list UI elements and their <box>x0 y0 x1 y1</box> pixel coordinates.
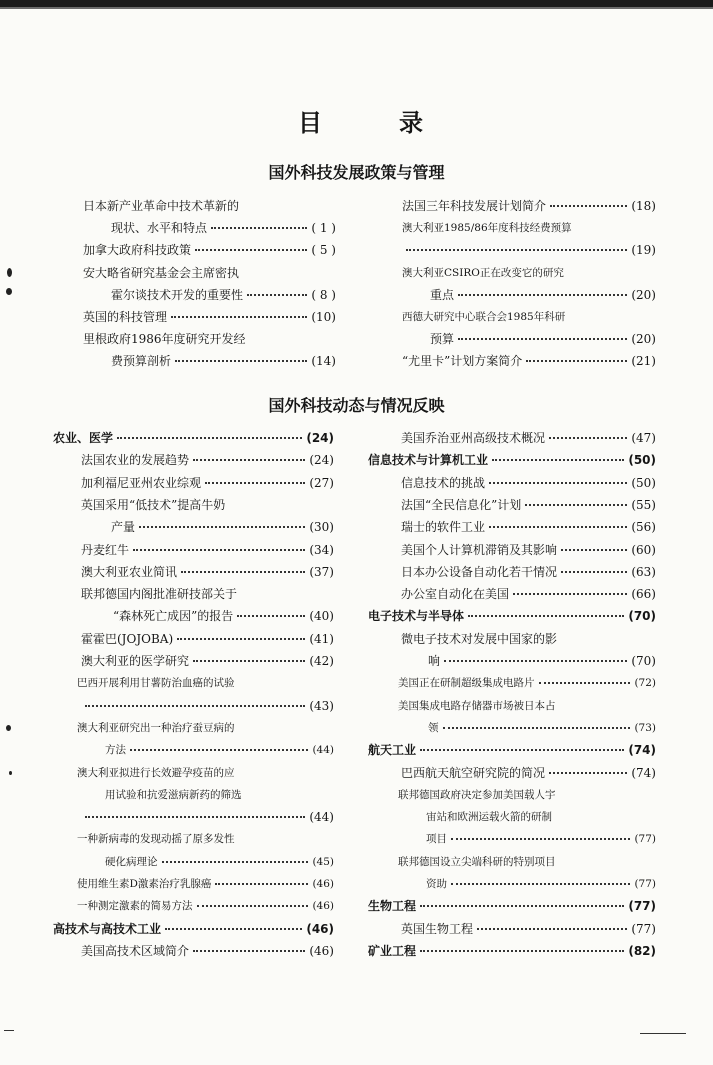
toc-entry <box>368 740 656 760</box>
toc-entry <box>81 629 334 649</box>
toc-entry-page: (41) <box>309 632 334 646</box>
toc-entry-title: 方法 <box>105 744 126 756</box>
toc-entry-title: 联邦德国设立尖端科研的特别项目 <box>398 856 556 868</box>
page-top-edge-shadow <box>0 7 713 9</box>
toc-entry-title: 硬化病理论 <box>105 856 158 868</box>
toc-entry <box>77 718 334 738</box>
toc-entry-title: 英国生物工程 <box>401 922 474 936</box>
toc-entry-page: (46) <box>312 900 334 912</box>
toc-entry-page: (46) <box>309 944 334 958</box>
toc-leader-dots <box>205 482 305 484</box>
toc-entry-page: (24) <box>309 453 334 467</box>
toc-entry-title: 宙站和欧洲运载火箭的研制 <box>426 811 552 823</box>
toc-entry <box>83 307 336 327</box>
section-heading-trends: 国外科技动态与情况反映 <box>268 396 445 415</box>
toc-entry-title: 澳大利亚的医学研究 <box>81 654 190 668</box>
toc-entry-page: (77) <box>634 833 656 845</box>
toc-leader-dots <box>513 593 627 595</box>
toc-leader-dots <box>420 905 624 907</box>
toc-entry <box>430 329 656 349</box>
toc-entry <box>426 829 656 849</box>
toc-entry <box>105 852 334 872</box>
toc-entry-page: (63) <box>631 565 656 579</box>
toc-entry-title: 预算 <box>430 332 455 346</box>
toc-entry-title: 霍霍巴(JOJOBA) <box>81 632 174 646</box>
toc-entry-title: 微电子技术对发展中国家的影 <box>401 632 558 646</box>
toc-entry <box>402 307 656 327</box>
toc-leader-dots <box>130 749 308 751</box>
toc-leader-dots <box>489 482 627 484</box>
toc-entry-page: (40) <box>309 609 334 623</box>
toc-entry-title: 霍尔谈技术开发的重要性 <box>111 288 244 302</box>
toc-entry-page: (73) <box>634 722 656 734</box>
toc-entry-title: 矿业工程 <box>368 944 417 958</box>
toc-entry-title: 巴西航天航空研究院的简况 <box>401 766 546 780</box>
toc-entry <box>81 473 334 493</box>
toc-leader-dots <box>85 705 305 707</box>
toc-entry <box>402 240 656 260</box>
toc-entry <box>401 473 656 493</box>
toc-entry <box>402 263 656 283</box>
toc-leader-dots <box>133 549 305 551</box>
toc-entry-title: 资助 <box>426 878 447 890</box>
toc-entry-title: 美国个人计算机滞销及其影响 <box>401 543 558 557</box>
toc-entry-page: (45) <box>312 856 334 868</box>
toc-leader-dots <box>181 571 305 573</box>
toc-leader-dots <box>162 861 309 863</box>
toc-entry-title: 项目 <box>426 833 447 845</box>
toc-entry-title: 英国的科技管理 <box>83 310 168 324</box>
scan-mark <box>6 288 12 295</box>
toc-entry-page: (44) <box>309 810 334 824</box>
toc-entry-page: (18) <box>631 199 656 213</box>
toc-entry <box>401 540 656 560</box>
toc-entry-title: 使用维生素D激素治疗乳腺癌 <box>77 878 212 890</box>
toc-entry-page: (66) <box>631 587 656 601</box>
toc-entry-page: (24) <box>306 431 334 445</box>
toc-entry-title: 用试验和抗爱滋病新药的筛选 <box>105 789 242 801</box>
toc-entry-page: (19) <box>631 243 656 257</box>
toc-leader-dots <box>215 883 308 885</box>
toc-entry-title: 加利福尼亚州农业综观 <box>81 476 202 490</box>
toc-entry-title: 法国农业的发展趋势 <box>81 453 190 467</box>
toc-entry-page: (55) <box>631 498 656 512</box>
toc-leader-dots <box>85 816 305 818</box>
toc-leader-dots <box>492 459 624 461</box>
toc-leader-dots <box>165 928 302 930</box>
toc-entry-title: 丹麦红牛 <box>81 543 130 557</box>
toc-leader-dots <box>139 526 305 528</box>
toc-entry-page: (34) <box>309 543 334 557</box>
toc-entry <box>111 351 336 371</box>
toc-entry <box>83 196 336 216</box>
toc-entry-title: 美国高技术区域简介 <box>81 944 190 958</box>
toc-entry <box>401 584 656 604</box>
toc-entry-title: 信息技术的挑战 <box>401 476 486 490</box>
toc-leader-dots <box>420 749 624 751</box>
toc-leader-dots <box>193 459 305 461</box>
toc-entry-page: (77) <box>628 899 656 913</box>
toc-entry <box>111 517 334 537</box>
toc-entry <box>81 562 334 582</box>
toc-entry-page: ( 5 ) <box>311 243 336 257</box>
toc-leader-dots <box>458 338 627 340</box>
toc-entry-page: (14) <box>311 354 336 368</box>
toc-entry <box>428 651 656 671</box>
toc-entry <box>426 807 656 827</box>
toc-entry-title: 生物工程 <box>368 899 417 913</box>
toc-entry-page: (46) <box>312 878 334 890</box>
toc-entry <box>77 829 334 849</box>
toc-entry-title: 产量 <box>111 520 136 534</box>
toc-leader-dots <box>117 437 302 439</box>
toc-entry-page: (10) <box>311 310 336 324</box>
toc-entry-title: 一种新病毒的发现动摇了原多发性 <box>77 833 235 845</box>
toc-entry-title: 美国正在研制超级集成电路片 <box>398 677 535 689</box>
toc-leader-dots <box>489 526 627 528</box>
toc-entry-page: (60) <box>631 543 656 557</box>
toc-entry-title: 日本新产业革命中技术革新的 <box>83 199 240 213</box>
toc-entry-title: 澳大利亚CSIRO正在改变它的研究 <box>402 267 564 279</box>
toc-entry <box>77 673 334 693</box>
page-top-edge <box>0 0 713 7</box>
toc-entry-page: (20) <box>631 288 656 302</box>
toc-leader-dots <box>561 549 627 551</box>
toc-entry-title: 费预算剖析 <box>111 354 172 368</box>
toc-entry-page: (43) <box>309 699 334 713</box>
toc-entry-title: 响 <box>428 654 441 668</box>
toc-entry-page: ( 8 ) <box>311 288 336 302</box>
toc-leader-dots <box>468 615 624 617</box>
toc-entry <box>83 263 336 283</box>
toc-entry-page: (30) <box>309 520 334 534</box>
toc-entry <box>83 240 336 260</box>
toc-entry <box>398 673 656 693</box>
toc-entry-title: 农业、医学 <box>53 431 114 445</box>
toc-entry <box>113 606 334 626</box>
toc-leader-dots <box>171 316 307 318</box>
toc-entry <box>402 196 656 216</box>
title-char-1: 目 <box>298 109 322 137</box>
toc-entry <box>368 941 656 961</box>
toc-entry-page: (56) <box>631 520 656 534</box>
toc-entry-page: (77) <box>634 878 656 890</box>
toc-entry-title: 日本办公设备自动化若干情况 <box>401 565 558 579</box>
toc-leader-dots <box>420 950 624 952</box>
toc-leader-dots <box>175 360 307 362</box>
toc-entry-page: (46) <box>306 922 334 936</box>
toc-leader-dots <box>211 227 307 229</box>
toc-entry-title: 重点 <box>430 288 455 302</box>
toc-entry-page: ( 1 ) <box>311 221 336 235</box>
toc-entry-title: 澳大利亚1985/86年度科技经费预算 <box>402 222 572 234</box>
toc-entry-page: (44) <box>312 744 334 756</box>
toc-entry <box>111 285 336 305</box>
toc-leader-dots <box>443 727 631 729</box>
toc-entry-title: 高技术与高技术工业 <box>53 922 162 936</box>
toc-entry-title: 巴西开展利用甘薯防治血癌的试验 <box>77 677 235 689</box>
toc-leader-dots <box>539 682 631 684</box>
toc-entry <box>53 428 334 448</box>
toc-entry-page: (82) <box>628 944 656 958</box>
toc-entry <box>401 495 656 515</box>
toc-entry-page: (47) <box>631 431 656 445</box>
toc-leader-dots <box>458 294 627 296</box>
toc-entry <box>401 562 656 582</box>
toc-entry-title: 瑞士的软件工业 <box>401 520 486 534</box>
toc-entry-page: (37) <box>309 565 334 579</box>
toc-entry <box>81 450 334 470</box>
toc-entry <box>368 450 656 470</box>
toc-entry-page: (50) <box>631 476 656 490</box>
toc-entry-page: (70) <box>631 654 656 668</box>
toc-entry <box>398 785 656 805</box>
toc-leader-dots <box>451 883 630 885</box>
toc-entry-page: (77) <box>631 922 656 936</box>
toc-entry <box>398 696 656 716</box>
toc-leader-dots <box>237 615 305 617</box>
toc-leader-dots <box>549 772 627 774</box>
toc-entry <box>77 763 334 783</box>
toc-entry-page: (70) <box>628 609 656 623</box>
toc-entry <box>81 696 334 716</box>
toc-leader-dots <box>193 950 305 952</box>
scan-mark <box>6 725 11 731</box>
toc-entry-title: 澳大利亚拟进行长效避孕疫苗的应 <box>77 767 235 779</box>
toc-entry <box>401 517 656 537</box>
section-heading-policy: 国外科技发展政策与管理 <box>268 163 445 182</box>
toc-entry <box>81 584 334 604</box>
toc-leader-dots <box>444 660 627 662</box>
toc-entry <box>428 718 656 738</box>
toc-entry <box>77 874 334 894</box>
toc-entry-title: 办公室自动化在美国 <box>401 587 510 601</box>
scan-mark <box>9 771 12 775</box>
toc-leader-dots <box>550 205 627 207</box>
toc-entry <box>81 807 334 827</box>
toc-entry-title: “尤里卡”计划方案简介 <box>402 354 523 368</box>
toc-entry <box>105 740 334 760</box>
toc-entry <box>77 896 334 916</box>
toc-entry <box>401 763 656 783</box>
toc-entry-page: (72) <box>634 677 656 689</box>
toc-entry <box>81 495 334 515</box>
toc-entry-page: (42) <box>309 654 334 668</box>
toc-leader-dots <box>549 437 627 439</box>
toc-entry-title: “森林死亡成因”的报告 <box>113 609 234 623</box>
title-char-2: 录 <box>399 109 423 137</box>
toc-entry <box>426 874 656 894</box>
toc-entry-title: 领 <box>428 722 439 734</box>
toc-entry-page: (74) <box>631 766 656 780</box>
toc-entry-title: 西德大研究中心联合会1985年科研 <box>402 311 566 323</box>
toc-entry-title: 法国三年科技发展计划简介 <box>402 199 547 213</box>
scan-mark <box>7 268 12 277</box>
toc-entry-title: 里根政府1986年度研究开发经 <box>83 332 246 346</box>
toc-entry-title: 美国乔治亚州高级技术概况 <box>401 431 546 445</box>
toc-entry <box>105 785 334 805</box>
toc-leader-dots <box>193 660 305 662</box>
toc-leader-dots <box>561 571 627 573</box>
toc-entry-page: (74) <box>628 743 656 757</box>
toc-entry <box>430 285 656 305</box>
toc-entry <box>81 941 334 961</box>
toc-entry-title: 航天工业 <box>368 743 417 757</box>
toc-leader-dots <box>451 838 630 840</box>
toc-entry <box>368 896 656 916</box>
toc-leader-dots <box>197 905 309 907</box>
toc-entry-title: 澳大利亚农业简讯 <box>81 565 178 579</box>
toc-entry-title: 一种测定激素的简易方法 <box>77 900 193 912</box>
toc-entry <box>81 540 334 560</box>
toc-entry-page: (20) <box>631 332 656 346</box>
toc-entry <box>398 852 656 872</box>
toc-entry-page: (21) <box>631 354 656 368</box>
toc-entry-title: 联邦德国内阁批准研技部关于 <box>81 587 238 601</box>
toc-entry <box>368 606 656 626</box>
toc-entry <box>401 629 656 649</box>
toc-entry-title: 法国“全民信息化”计划 <box>401 498 522 512</box>
toc-entry-title: 加拿大政府科技政策 <box>83 243 192 257</box>
toc-entry <box>81 651 334 671</box>
toc-entry <box>53 919 334 939</box>
toc-leader-dots <box>477 928 627 930</box>
toc-leader-dots <box>177 638 305 640</box>
scan-scrap <box>4 1030 14 1031</box>
toc-entry <box>111 218 336 238</box>
toc-entry <box>402 351 656 371</box>
toc-leader-dots <box>526 360 627 362</box>
toc-entry <box>83 329 336 349</box>
toc-entry-title: 英国采用“低技术”提高牛奶 <box>81 498 226 512</box>
toc-entry <box>401 919 656 939</box>
toc-leader-dots <box>406 249 627 251</box>
toc-entry <box>402 218 656 238</box>
toc-leader-dots <box>525 504 627 506</box>
toc-entry-title: 现状、水平和特点 <box>111 221 208 235</box>
toc-entry-title: 美国集成电路存储器市场被日本占 <box>398 700 556 712</box>
toc-leader-dots <box>195 249 307 251</box>
toc-entry-title: 联邦德国政府决定参加美国载人宇 <box>398 789 556 801</box>
toc-entry-title: 澳大利亚研究出一种治疗蚕豆病的 <box>77 722 235 734</box>
toc-leader-dots <box>247 294 307 296</box>
toc-entry <box>401 428 656 448</box>
toc-entry-title: 信息技术与计算机工业 <box>368 453 489 467</box>
toc-entry-title: 电子技术与半导体 <box>368 609 465 623</box>
toc-entry-title: 安大略省研究基金会主席密执 <box>83 266 240 280</box>
toc-entry-page: (27) <box>309 476 334 490</box>
scan-scrap <box>640 1033 686 1034</box>
toc-entry-page: (50) <box>628 453 656 467</box>
